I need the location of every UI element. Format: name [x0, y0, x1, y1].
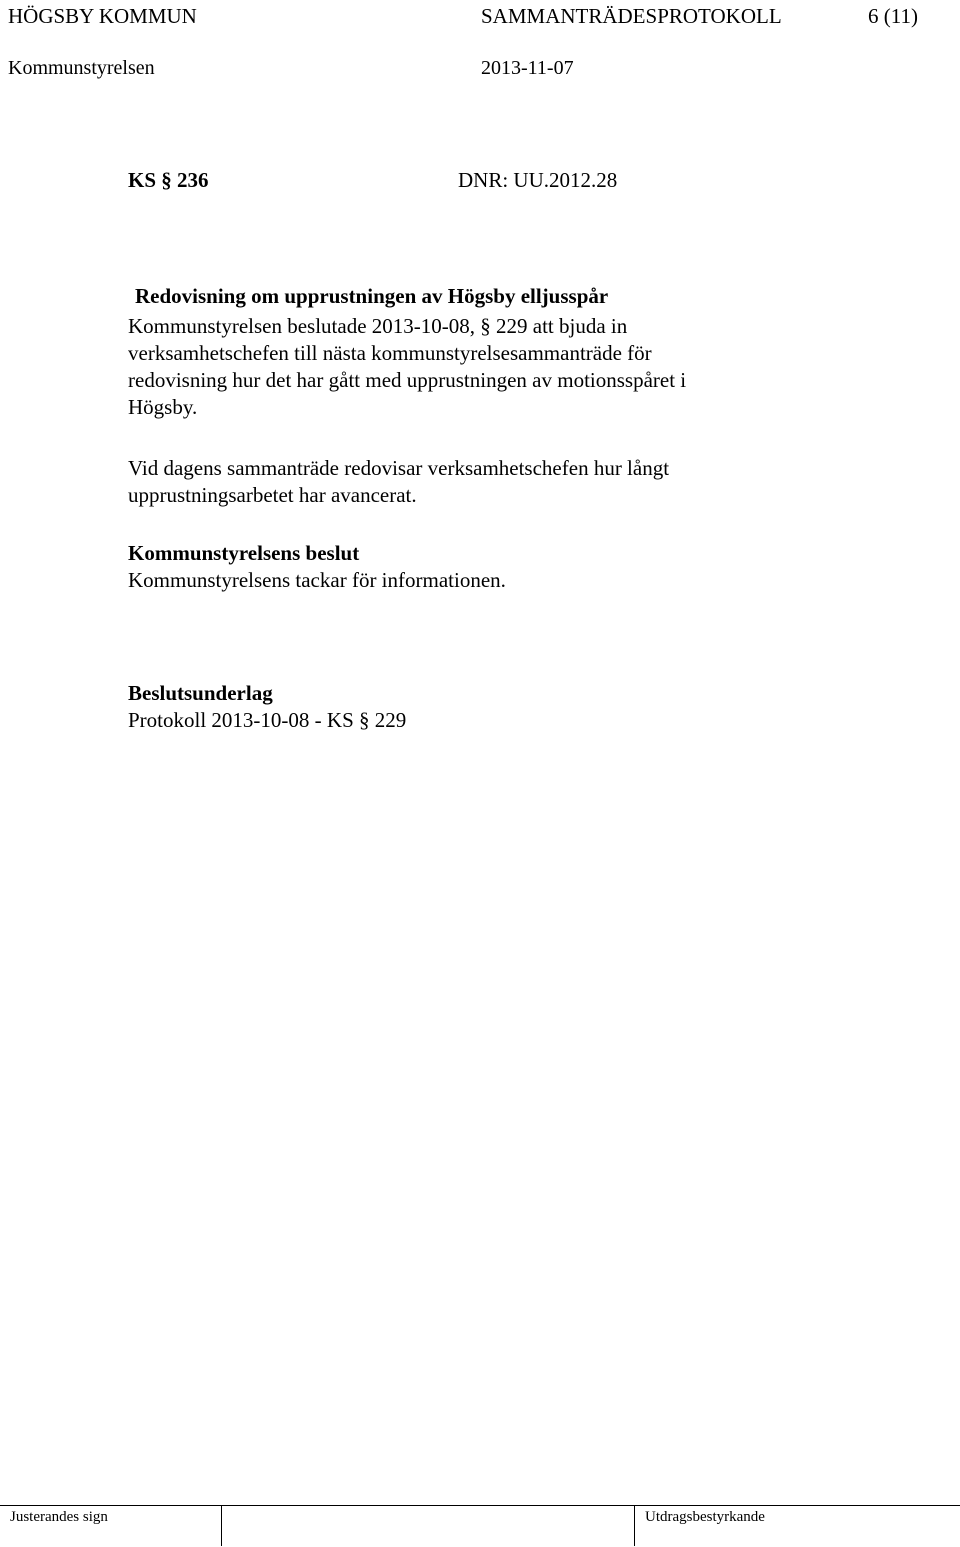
decision-text: Kommunstyrelsens tackar för informationen.	[128, 568, 506, 592]
section-title: Redovisning om upprustningen av Högsby elljusspår	[135, 284, 609, 308]
footer-separator	[634, 1506, 635, 1546]
section-line: Vid dagens sammanträde redovisar verksamhetschefen hur långt	[128, 456, 670, 480]
header-body: Kommunstyrelsen	[8, 57, 155, 79]
section-line: verksamhetschefen till nästa kommunstyrelsesammanträde för	[128, 341, 652, 365]
footer-separator	[221, 1506, 222, 1546]
basis-text: Protokoll 2013-10-08 - KS § 229	[128, 708, 407, 732]
section-line: Högsby.	[128, 395, 198, 419]
decision-heading: Kommunstyrelsens beslut	[128, 541, 360, 565]
section-line: upprustningsarbetet har avancerat.	[128, 483, 417, 507]
section-line: Kommunstyrelsen beslutade 2013-10-08, § 229 att bjuda in	[128, 314, 628, 338]
section-paragraph-2	[128, 455, 848, 509]
section-paragraph-1	[128, 313, 848, 421]
header-org: HÖGSBY KOMMUN	[8, 4, 197, 28]
section-line: redovisning hur det har gått med upprustningen av motionsspåret i	[128, 368, 687, 392]
case-ks-number: KS § 236	[128, 168, 209, 192]
footer-utdragsbestyrkande: Utdragsbestyrkande	[645, 1509, 765, 1525]
footer-justerandes-sign: Justerandes sign	[10, 1509, 108, 1525]
header-page-number: 6 (11)	[868, 4, 918, 28]
footer-divider	[0, 1505, 960, 1506]
case-dnr: DNR: UU.2012.28	[458, 168, 618, 192]
header-date: 2013-11-07	[481, 57, 574, 79]
basis-heading: Beslutsunderlag	[128, 681, 273, 705]
header-doc-type: SAMMANTRÄDESPROTOKOLL	[481, 4, 782, 28]
